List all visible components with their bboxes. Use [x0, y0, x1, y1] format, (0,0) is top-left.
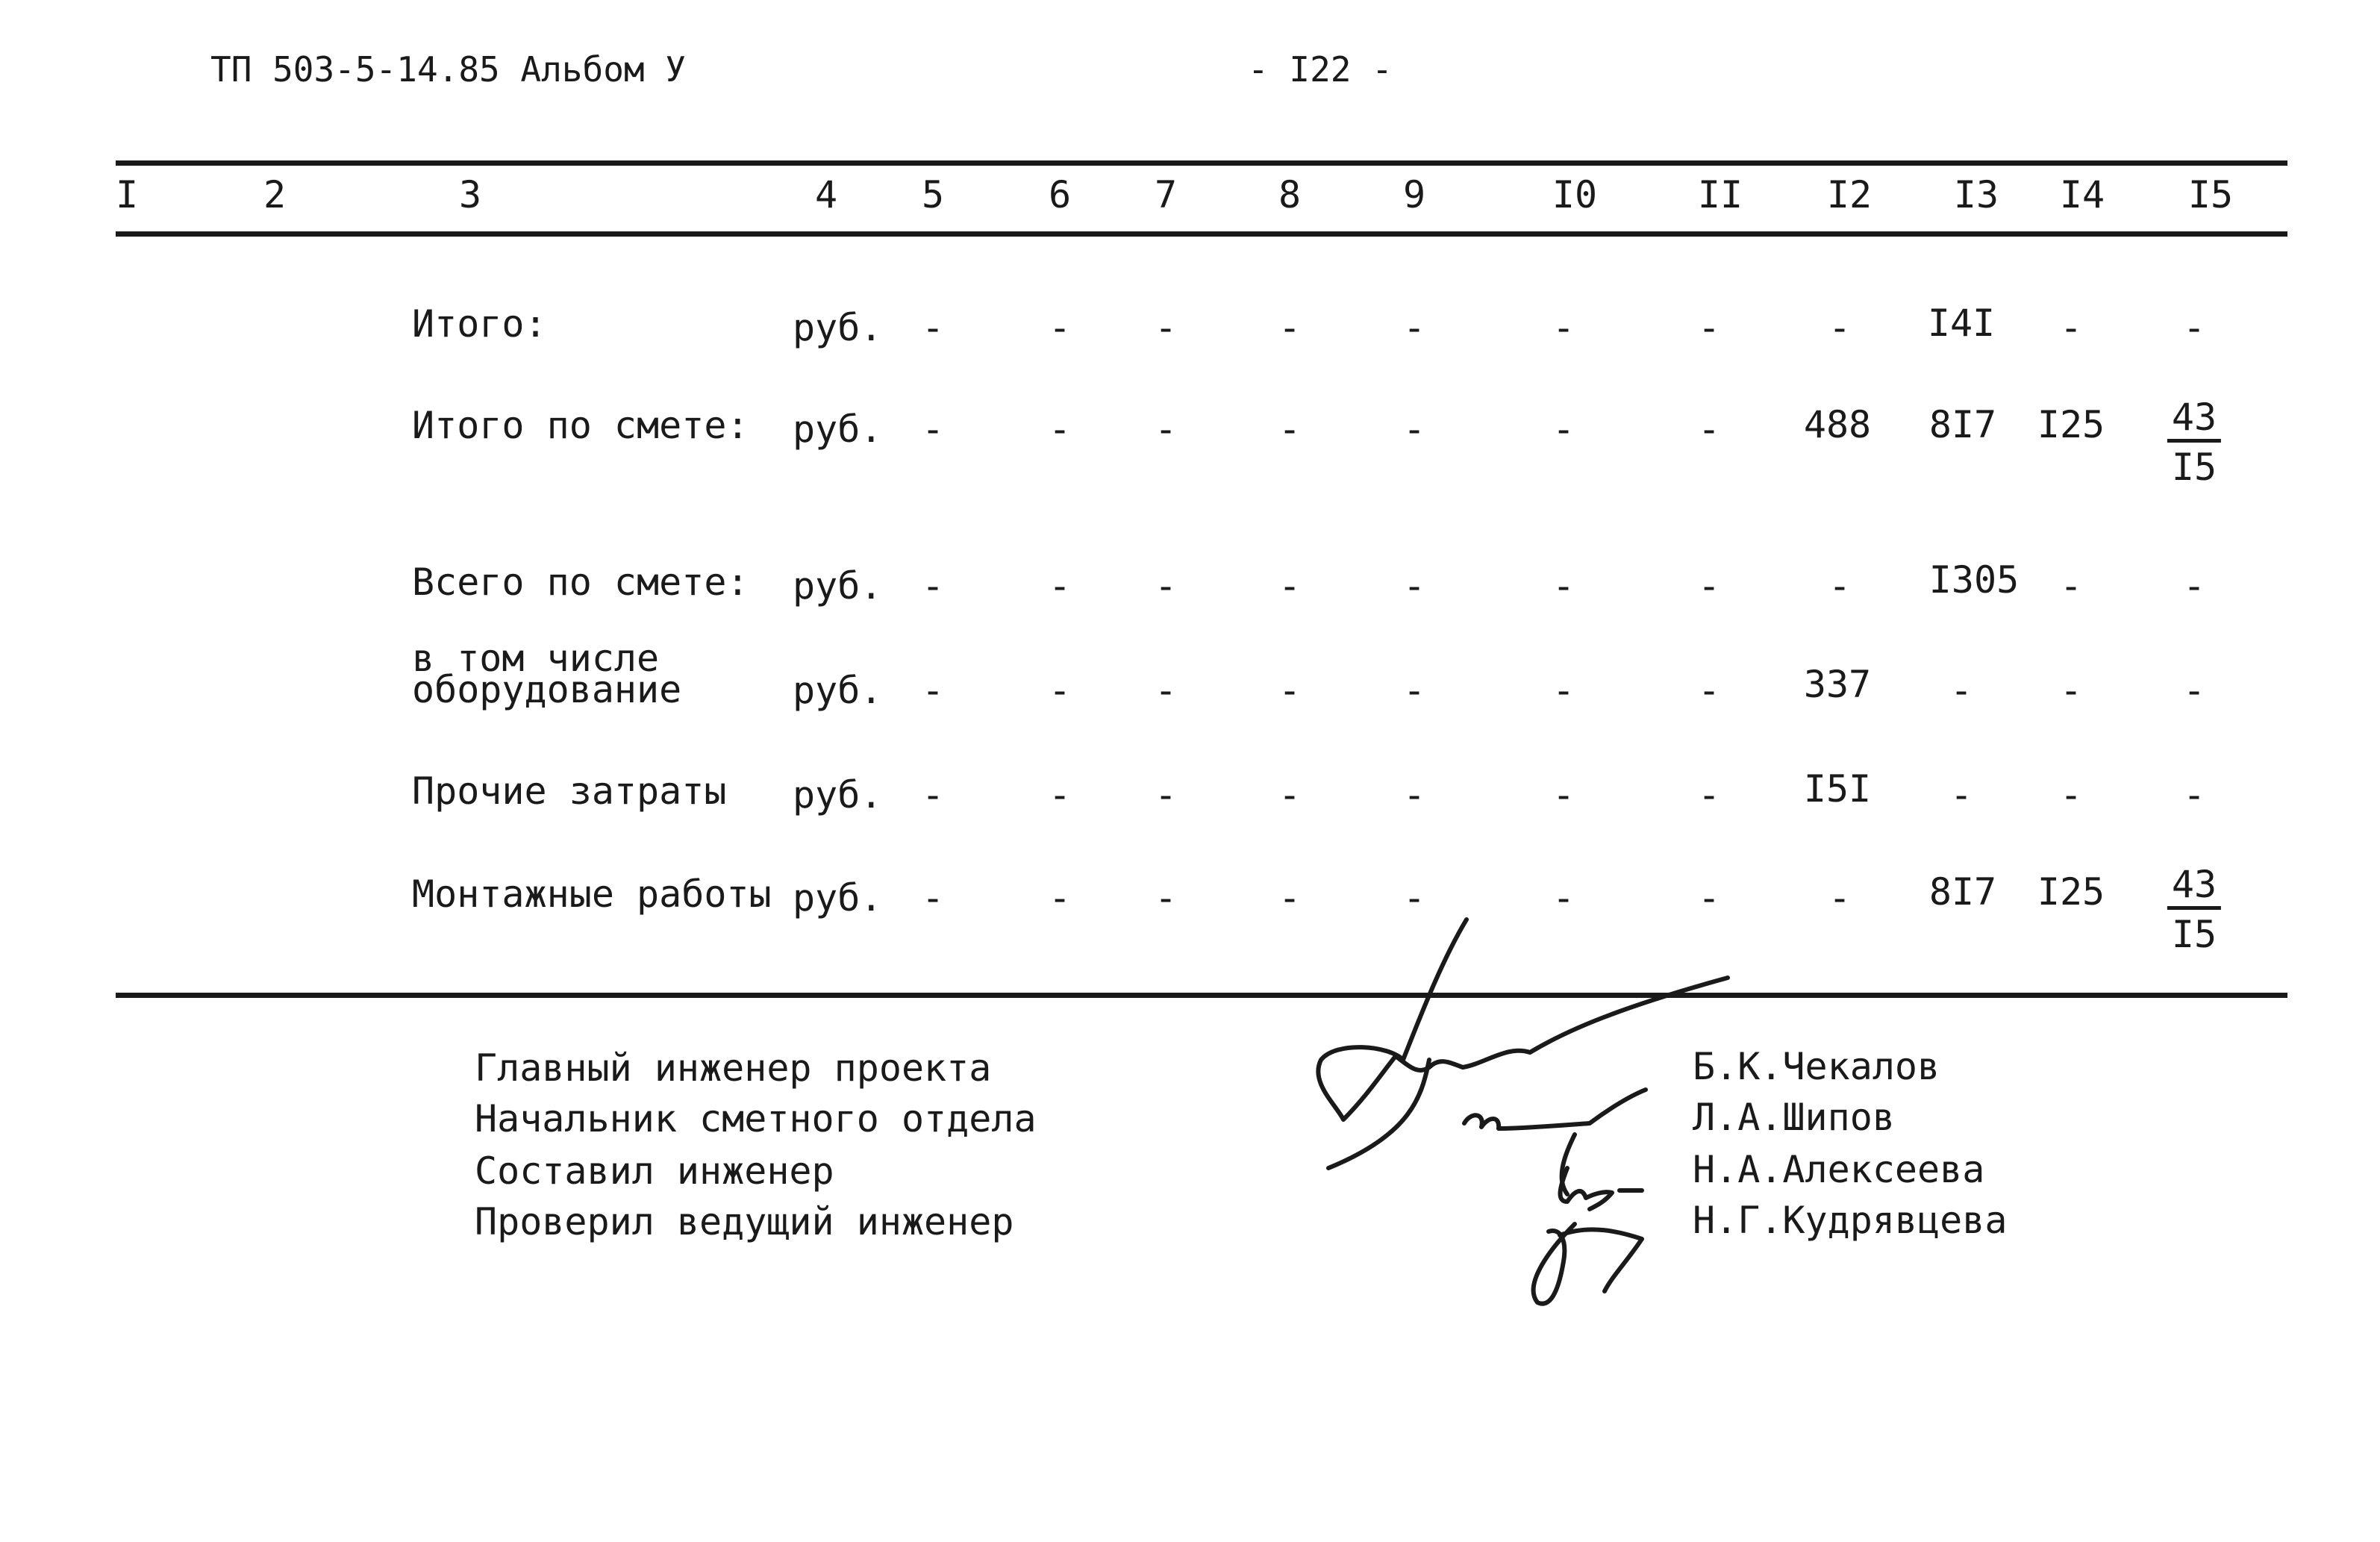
column-number: 5	[921, 173, 945, 216]
signature-compiler	[1561, 1168, 1642, 1209]
table-cell: -	[1154, 408, 1178, 451]
table-cell: -	[1697, 669, 1721, 712]
column-number: I3	[1953, 173, 1999, 216]
table-cell: I25	[2037, 870, 2105, 914]
table-cell: -	[1552, 669, 1575, 712]
table-cell: -	[921, 564, 945, 608]
document-code: ТП 503-5-14.85 Альбом У	[210, 49, 686, 90]
fraction-numerator: 43	[2167, 396, 2221, 443]
column-number: I4	[2059, 173, 2105, 216]
signatory-name: Б.К.Чекалов	[1693, 1045, 1940, 1088]
row-label: Прочие затраты	[412, 770, 727, 813]
table-cell: 8I7	[1928, 870, 1997, 914]
table-cell: -	[1048, 773, 1072, 817]
table-cell: -	[2182, 669, 2206, 712]
row-unit: руб.	[793, 876, 883, 920]
table-cell: -	[2059, 564, 2083, 608]
table-cell: 488	[1803, 403, 1872, 446]
table-cell: I4I	[1927, 302, 1996, 345]
table-cell: -	[1154, 773, 1178, 817]
row-label: Всего по смете:	[412, 561, 749, 604]
table-cell: -	[1154, 669, 1178, 712]
table-cell: -	[1048, 669, 1072, 712]
column-number: 3	[458, 173, 482, 216]
table-cell: -	[1278, 876, 1302, 920]
signatory-role: Проверил ведущий инженер	[475, 1200, 1014, 1243]
table-cell: -	[921, 669, 945, 712]
table-cell: -	[1278, 408, 1302, 451]
table-cell: -	[1697, 306, 1721, 349]
table-cell: -	[1828, 564, 1852, 608]
signature-checker	[1534, 1224, 1642, 1304]
row-label: Итого:	[412, 302, 547, 346]
table-cell: -	[1828, 306, 1852, 349]
page-number: - I22 -	[1248, 49, 1393, 90]
column-number: 9	[1402, 173, 1426, 216]
table-cell: -	[2182, 564, 2206, 608]
column-number: I2	[1826, 173, 1873, 216]
row-label: оборудование	[412, 668, 682, 711]
table-cell: -	[1278, 669, 1302, 712]
table-cell: -	[1552, 564, 1575, 608]
column-number: 6	[1048, 173, 1072, 216]
table-cell: -	[921, 773, 945, 817]
fraction-denominator: I5	[2171, 913, 2217, 956]
table-cell: -	[2182, 773, 2206, 817]
table-cell: -	[1402, 408, 1426, 451]
table-cell: -	[1697, 773, 1721, 817]
column-number: 7	[1154, 173, 1178, 216]
table-cell: -	[1278, 306, 1302, 349]
row-unit: руб.	[793, 773, 883, 817]
signatory-name: Н.Г.Кудрявцева	[1693, 1199, 2008, 1242]
row-unit: руб.	[793, 408, 883, 451]
row-label: Монтажные работы	[412, 873, 772, 916]
signatory-name: Н.А.Алексеева	[1693, 1148, 1985, 1191]
column-number: 4	[814, 173, 838, 216]
table-cell: -	[1949, 669, 1973, 712]
column-number: I5	[2187, 173, 2234, 216]
table-cell: -	[2059, 669, 2083, 712]
column-number: I0	[1552, 173, 1598, 216]
table-cell: -	[1048, 408, 1072, 451]
table-cell: -	[921, 876, 945, 920]
table-cell: -	[1402, 564, 1426, 608]
table-cell: I25	[2037, 403, 2105, 446]
signature-chief-engineer	[1318, 920, 1728, 1120]
fraction-denominator: I5	[2171, 446, 2217, 489]
table-cell: -	[1402, 773, 1426, 817]
table-cell: -	[1552, 408, 1575, 451]
table-cell: -	[1697, 408, 1721, 451]
row-unit: руб.	[793, 306, 883, 349]
column-number: 2	[263, 173, 287, 216]
table-cell: -	[1552, 773, 1575, 817]
table-cell: -	[2059, 306, 2083, 349]
fraction-numerator: 43	[2167, 863, 2221, 910]
row-unit: руб.	[793, 564, 883, 608]
table-cell: -	[1552, 876, 1575, 920]
table-cell: -	[1048, 306, 1072, 349]
signature-smeta-head	[1464, 1090, 1646, 1129]
table-cell: -	[1402, 669, 1426, 712]
table-cell: -	[921, 408, 945, 451]
table-cell: I5I	[1803, 767, 1872, 811]
table-cell: -	[2059, 773, 2083, 817]
row-label: в том числе	[412, 637, 660, 680]
signatory-role: Начальник сметного отдела	[475, 1097, 1037, 1140]
row-unit: руб.	[793, 669, 883, 712]
table-cell: -	[1154, 876, 1178, 920]
table-cell: -	[1154, 564, 1178, 608]
table-cell: -	[1278, 564, 1302, 608]
row-label: Итого по смете:	[412, 404, 749, 447]
signatory-role: Главный инженер проекта	[475, 1046, 992, 1090]
table-cell: -	[1048, 564, 1072, 608]
column-number: 8	[1278, 173, 1302, 216]
table-cell: -	[1402, 306, 1426, 349]
table-cell: -	[2182, 306, 2206, 349]
table-cell: -	[1828, 876, 1852, 920]
table-cell: 337	[1803, 663, 1872, 706]
column-number: I	[115, 173, 139, 216]
table-cell: -	[1402, 876, 1426, 920]
table-cell: -	[921, 306, 945, 349]
table-cell: -	[1697, 564, 1721, 608]
table-cell: -	[1949, 773, 1973, 817]
table-cell: -	[1048, 876, 1072, 920]
table-cell: -	[1697, 876, 1721, 920]
signatory-role: Составил инженер	[475, 1149, 834, 1193]
table-cell: -	[1278, 773, 1302, 817]
table-cell: 8I7	[1928, 403, 1997, 446]
column-number: II	[1697, 173, 1743, 216]
table-cell: -	[1552, 306, 1575, 349]
table-cell: I305	[1928, 558, 2020, 602]
table-cell: -	[1154, 306, 1178, 349]
signatory-name: Л.А.Шипов	[1693, 1096, 1895, 1139]
